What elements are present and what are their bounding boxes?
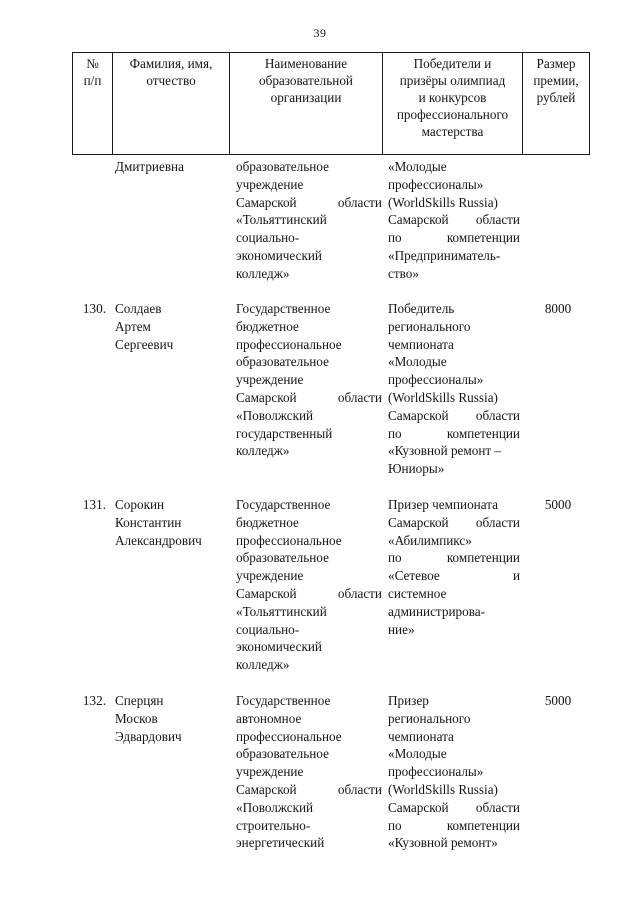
header-name <box>113 53 230 154</box>
header-num-line: п/п <box>83 73 102 88</box>
header-org-line: Наименование <box>264 56 348 71</box>
prize-amount: 8000 <box>544 301 572 316</box>
header-num <box>73 53 113 154</box>
word: области <box>475 212 520 228</box>
word: компетенции <box>446 425 520 441</box>
header-org-line: организации <box>270 90 342 105</box>
word: области <box>475 799 520 815</box>
word: по <box>388 817 402 833</box>
word: по <box>388 425 402 441</box>
name-cell: Сперцян Москов Эдвардович <box>115 693 182 744</box>
header-org-line: образовательной <box>259 73 353 88</box>
word: «Сетевое <box>388 568 440 584</box>
prize-amount: 5000 <box>544 497 572 512</box>
org-cell: образовательное учреждение Самарской области «Тольяттинский социально- экономический колледж» <box>236 159 382 281</box>
word: области <box>475 407 520 423</box>
header-winner-line: Победители и <box>413 56 492 71</box>
word: Самарской <box>236 585 297 601</box>
word: области <box>475 514 520 530</box>
word: Самарской <box>236 194 297 210</box>
row-number: 130. <box>82 301 106 316</box>
word: по <box>388 230 402 246</box>
header-winner-line: и конкурсов <box>418 90 487 105</box>
word: Самарской <box>388 514 449 530</box>
word: Самарской <box>388 799 449 815</box>
word: области <box>337 389 382 405</box>
word: Самарской <box>236 781 297 797</box>
header-prize <box>523 53 589 154</box>
word: области <box>337 194 382 210</box>
row-number: 131. <box>82 497 106 512</box>
header-winner <box>383 53 523 154</box>
name-cell: Солдаев Артем Сергеевич <box>115 301 174 352</box>
header-prize-line: Размер <box>536 56 576 71</box>
page-number: 39 <box>313 26 327 40</box>
word: области <box>337 781 382 797</box>
header-name-line: Фамилия, имя, <box>129 56 213 71</box>
winner-cell: Призер регионального чемпионата «Молодые профессионалы» (WorldSkills Russia) Самарской области по компетенции «Кузовной ремонт» <box>388 693 520 851</box>
name-cell: Сорокин Константин Александрович <box>115 497 202 548</box>
name-cell: Дмитриевна <box>115 159 184 174</box>
winner-cell: Призер чемпионата Самарской области «Абилимпикс» по компетенции «Сетевое и системное администрирова- ние» <box>388 497 520 637</box>
word: по <box>388 550 402 566</box>
header-num-line: № <box>86 56 99 71</box>
org-cell: Государственное автономное профессиональное образовательное учреждение Самарской области «Поволжский строительно- энергетический <box>236 693 382 851</box>
winner-cell: «Молодые профессионалы» (WorldSkills Russia) Самарской области по компетенции «Предприниматель- ство» <box>388 159 520 281</box>
header-winner-line: профессионального <box>396 107 509 122</box>
word: Самарской <box>388 407 449 423</box>
winner-cell: Победитель регионального чемпионата «Молодые профессионалы» (WorldSkills Russia) Самарской области по компетенции «Кузовной ремонт – Юниоры» <box>388 301 520 477</box>
org-cell: Государственное бюджетное профессиональное образовательное учреждение Самарской области «Поволжский государственный колледж» <box>236 301 382 459</box>
word: и <box>512 568 520 584</box>
table-header <box>72 52 590 155</box>
header-winner-line: призёры олимпиад <box>399 73 506 88</box>
org-cell: Государственное бюджетное профессиональное образовательное учреждение Самарской области «Тольяттинский социально- экономический колледж» <box>236 497 382 673</box>
header-name-line: отчество <box>146 73 196 88</box>
word: компетенции <box>446 817 520 833</box>
prize-amount: 5000 <box>544 693 572 708</box>
word: компетенции <box>446 550 520 566</box>
word: области <box>337 585 382 601</box>
row-number: 132. <box>82 693 106 708</box>
word: Самарской <box>236 389 297 405</box>
header-winner-line: мастерства <box>421 124 484 139</box>
header-prize-line: премии, <box>533 73 579 88</box>
word: компетенции <box>446 230 520 246</box>
header-prize-line: рублей <box>536 90 576 105</box>
header-org <box>230 53 383 154</box>
word: Самарской <box>388 212 449 228</box>
